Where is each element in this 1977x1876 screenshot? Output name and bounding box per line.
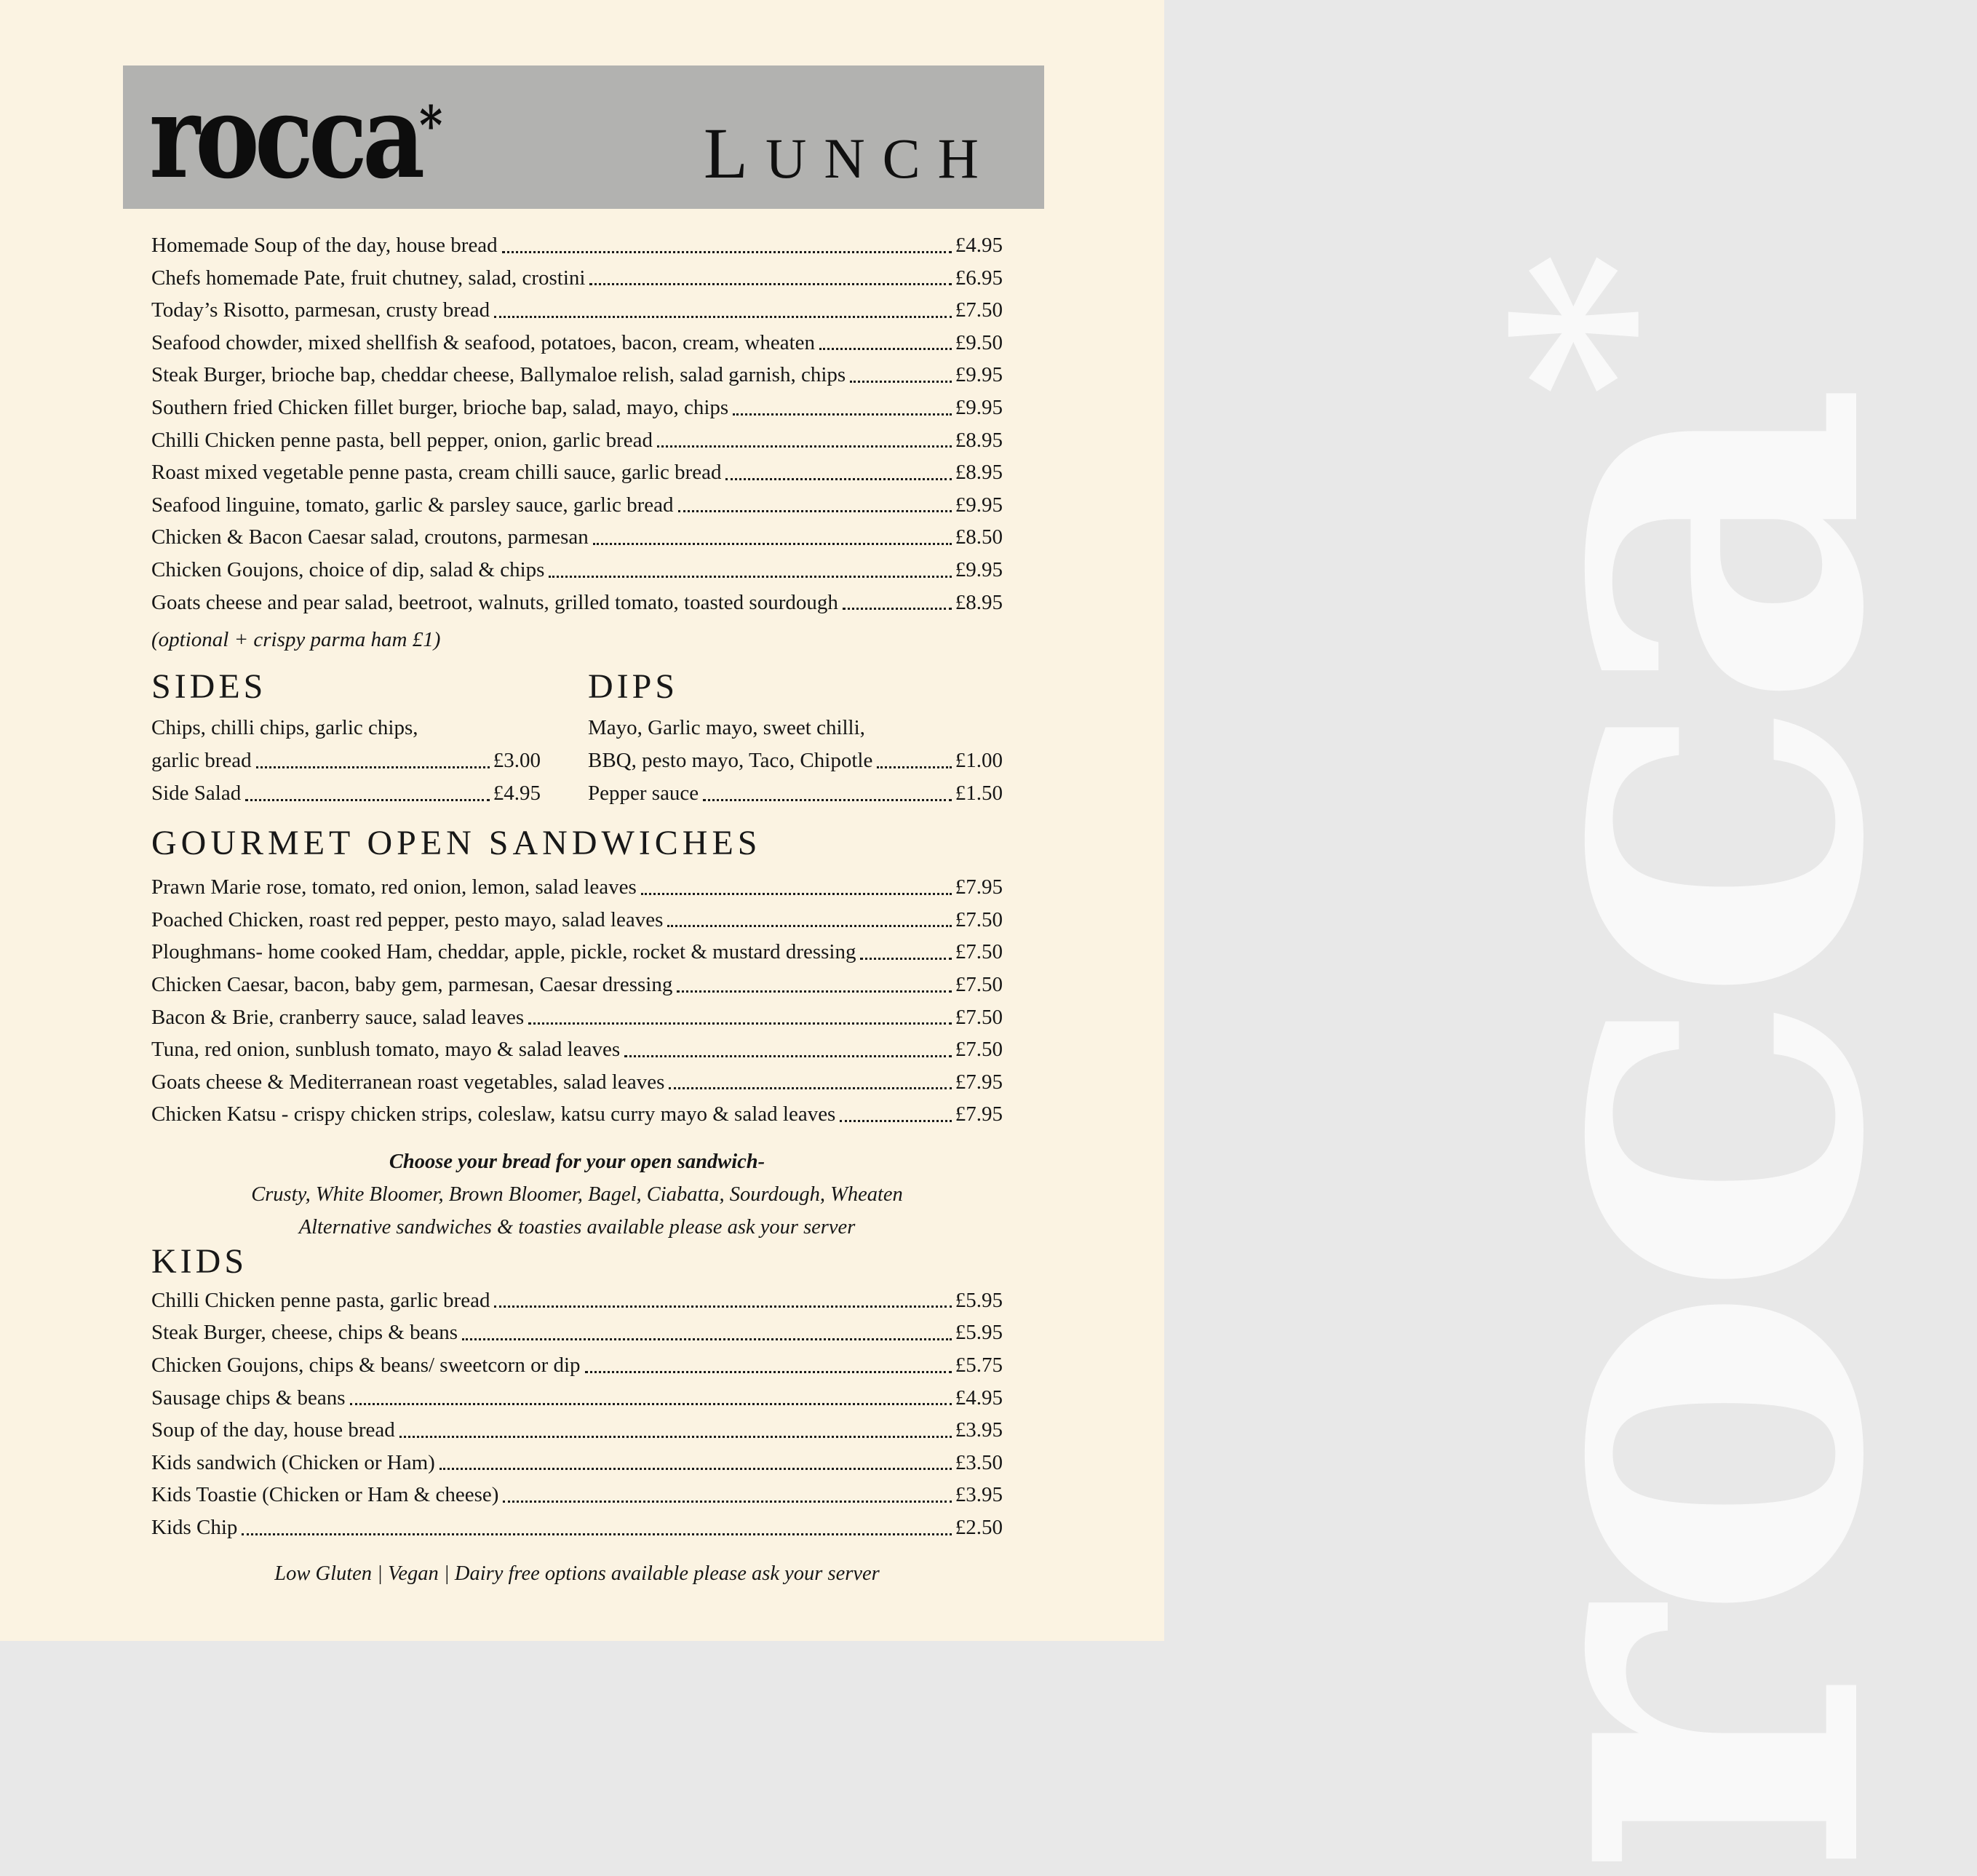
- kids-heading: KIDS: [151, 1241, 248, 1281]
- dotted-leader: [624, 1055, 952, 1057]
- item-name: Kids Toastie (Chicken or Ham & cheese): [151, 1483, 499, 1507]
- item-name: garlic bread: [151, 749, 252, 773]
- menu-item-row: [151, 1479, 1003, 1511]
- dotted-leader: [703, 799, 952, 801]
- item-name: Southern fried Chicken fillet burger, brioche bap, salad, mayo, chips: [151, 395, 729, 419]
- item-price: £4.95: [493, 782, 541, 806]
- item-name: Seafood linguine, tomato, garlic & parsley sauce, garlic bread: [151, 493, 674, 517]
- menu-item-row: [151, 1316, 1003, 1349]
- dotted-leader: [350, 1403, 952, 1405]
- item-name: Seafood chowder, mixed shellfish & seafood, potatoes, bacon, cream, wheaten: [151, 330, 816, 354]
- menu-item-row: [151, 229, 1003, 262]
- item-name: Chilli Chicken penne pasta, bell pepper, onion, garlic bread: [151, 428, 653, 452]
- sides-heading: SIDES: [151, 667, 267, 707]
- item-price: £8.95: [955, 461, 1003, 485]
- menu-item-row: [151, 359, 1003, 392]
- item-name: Sausage chips & beans: [151, 1386, 346, 1410]
- logo-asterisk-icon: *: [419, 95, 443, 157]
- alternative-sandwiches-note: Alternative sandwiches & toasties available please ask your server: [298, 1215, 856, 1239]
- menu-item-row: [151, 744, 541, 777]
- sandwiches-heading: GOURMET OPEN SANDWICHES: [151, 824, 762, 863]
- dotted-leader: [503, 1501, 951, 1503]
- item-price: £9.95: [955, 557, 1003, 581]
- item-name: Prawn Marie rose, tomato, red onion, lemon, salad leaves: [151, 875, 637, 899]
- item-name: Pepper sauce: [588, 782, 699, 806]
- item-name: Mayo, Garlic mayo, sweet chilli,: [588, 716, 865, 740]
- dietary-options-footer: Low Gluten | Vegan | Dairy free options available please ask your server: [274, 1562, 880, 1585]
- dotted-leader: [585, 1371, 952, 1373]
- menu-item-row: [151, 424, 1003, 457]
- rocca-logo: [149, 70, 443, 204]
- item-price: £1.00: [955, 749, 1003, 773]
- menu-item-row: [151, 904, 1003, 937]
- dips-intro-row: [588, 712, 1003, 744]
- menu-item-row: [151, 1447, 1003, 1479]
- dotted-leader: [840, 1120, 951, 1122]
- dips-heading: DIPS: [588, 667, 679, 707]
- item-price: £7.50: [955, 940, 1003, 964]
- dotted-leader: [589, 283, 951, 285]
- menu-item-row: [151, 1098, 1003, 1131]
- menu-item-row: [151, 1001, 1003, 1034]
- item-price: £8.50: [955, 525, 1003, 549]
- item-name: Soup of the day, house bread: [151, 1418, 395, 1442]
- item-price: £7.50: [955, 972, 1003, 996]
- kids-section: [151, 1241, 1003, 1544]
- dotted-leader: [245, 799, 490, 801]
- dotted-leader: [494, 316, 952, 318]
- menu-item-row: [151, 392, 1003, 424]
- item-name: Chilli Chicken penne pasta, garlic bread: [151, 1288, 490, 1312]
- menu-title: LUNCH: [703, 113, 996, 194]
- dotted-leader: [528, 1022, 952, 1025]
- menu-item-row: [151, 456, 1003, 489]
- item-price: £7.95: [955, 875, 1003, 899]
- dotted-leader: [725, 478, 951, 480]
- dotted-leader: [439, 1468, 952, 1470]
- menu-item-row: [151, 1382, 1003, 1415]
- dotted-leader: [549, 576, 951, 578]
- item-price: £3.00: [493, 749, 541, 773]
- item-price: £3.95: [955, 1483, 1003, 1507]
- dotted-leader: [733, 413, 952, 416]
- item-price: £9.95: [955, 395, 1003, 419]
- item-name: Roast mixed vegetable penne pasta, cream chilli sauce, garlic bread: [151, 461, 722, 485]
- sides-column: [151, 668, 541, 810]
- dotted-leader: [877, 766, 951, 768]
- dotted-leader: [860, 958, 951, 960]
- item-name: BBQ, pesto mayo, Taco, Chipotle: [588, 749, 873, 773]
- menu-content: [151, 229, 1003, 1591]
- dotted-leader: [462, 1338, 952, 1340]
- sides-dips-section: [151, 668, 1003, 810]
- item-price: £5.95: [955, 1288, 1003, 1312]
- main-items-section: [151, 229, 1003, 655]
- dotted-leader: [678, 510, 952, 512]
- item-price: £5.75: [955, 1354, 1003, 1378]
- dotted-leader: [657, 445, 952, 448]
- item-name: Chicken & Bacon Caesar salad, croutons, parmesan: [151, 525, 589, 549]
- dotted-leader: [677, 990, 951, 993]
- item-name: Poached Chicken, roast red pepper, pesto mayo, salad leaves: [151, 907, 664, 931]
- item-name: Goats cheese & Mediterranean roast vegetables, salad leaves: [151, 1070, 665, 1094]
- menu-item-row: [151, 262, 1003, 295]
- item-price: £4.95: [955, 1386, 1003, 1410]
- menu-item-row: [151, 489, 1003, 522]
- item-name: Bacon & Brie, cranberry sauce, salad leaves: [151, 1005, 525, 1029]
- item-price: £3.50: [955, 1450, 1003, 1474]
- menu-item-row: [588, 744, 1003, 777]
- menu-item-row: [151, 294, 1003, 327]
- item-name: Chicken Goujons, choice of dip, salad & chips: [151, 557, 545, 581]
- watermark-text: rocca: [1379, 397, 1977, 1876]
- menu-item-row: [151, 521, 1003, 554]
- menu-item-row: [151, 969, 1003, 1001]
- item-name: Chips, chilli chips, garlic chips,: [151, 716, 418, 740]
- item-name: Kids Chip: [151, 1516, 238, 1540]
- dotted-leader: [399, 1436, 952, 1438]
- dotted-leader: [256, 766, 490, 768]
- item-name: Chefs homemade Pate, fruit chutney, salad, crostini: [151, 266, 586, 290]
- header-band: [123, 65, 1044, 209]
- item-price: £3.95: [955, 1418, 1003, 1442]
- menu-item-row: [151, 871, 1003, 904]
- menu-item-row: [151, 1511, 1003, 1544]
- menu-item-row: [151, 777, 541, 810]
- menu-item-row: [588, 777, 1003, 810]
- item-price: £8.95: [955, 590, 1003, 614]
- dotted-leader: [494, 1305, 951, 1308]
- dotted-leader: [669, 1087, 951, 1089]
- item-price: £9.95: [955, 363, 1003, 387]
- item-name: Steak Burger, cheese, chips & beans: [151, 1321, 458, 1345]
- item-price: £7.50: [955, 1005, 1003, 1029]
- menu-item-row: [151, 327, 1003, 359]
- optional-parma-ham-note: (optional + crispy parma ham £1): [151, 628, 441, 652]
- logo-text: rocca: [149, 70, 421, 204]
- item-price: £5.95: [955, 1321, 1003, 1345]
- item-price: £2.50: [955, 1516, 1003, 1540]
- dotted-leader: [242, 1533, 951, 1535]
- watermark-asterisk-icon: *: [1452, 251, 1783, 398]
- item-price: £4.95: [955, 234, 1003, 257]
- item-price: £7.50: [955, 907, 1003, 931]
- item-price: £8.95: [955, 428, 1003, 452]
- item-price: £1.50: [955, 782, 1003, 806]
- menu-item-row: [151, 554, 1003, 587]
- item-name: Homemade Soup of the day, house bread: [151, 234, 498, 257]
- dotted-leader: [641, 893, 952, 895]
- menu-item-row: [151, 1033, 1003, 1066]
- dotted-leader: [850, 381, 952, 383]
- bread-choice-note: [151, 1145, 1003, 1244]
- dotted-leader: [843, 608, 952, 610]
- menu-item-row: [151, 1066, 1003, 1099]
- dotted-leader: [593, 543, 952, 545]
- item-price: £9.95: [955, 493, 1003, 517]
- dotted-leader: [819, 348, 952, 350]
- menu-item-row: [151, 587, 1003, 619]
- bread-choice-title: Choose your bread for your open sandwich-: [389, 1150, 765, 1173]
- item-name: Chicken Caesar, bacon, baby gem, parmesan, Caesar dressing: [151, 972, 673, 996]
- item-name: Kids sandwich (Chicken or Ham): [151, 1450, 435, 1474]
- menu-item-row: [151, 936, 1003, 969]
- item-price: £7.95: [955, 1070, 1003, 1094]
- item-name: Today’s Risotto, parmesan, crusty bread: [151, 298, 490, 322]
- item-name: Chicken Katsu - crispy chicken strips, coleslaw, katsu curry mayo & salad leaves: [151, 1102, 836, 1126]
- menu-item-row: [151, 1414, 1003, 1447]
- menu-item-row: [151, 1284, 1003, 1317]
- item-name: Chicken Goujons, chips & beans/ sweetcorn or dip: [151, 1354, 581, 1378]
- dotted-leader: [667, 925, 951, 927]
- dotted-leader: [502, 251, 952, 253]
- item-name: Tuna, red onion, sunblush tomato, mayo & salad leaves: [151, 1038, 621, 1062]
- item-price: £9.50: [955, 330, 1003, 354]
- item-price: £7.50: [955, 298, 1003, 322]
- item-price: £6.95: [955, 266, 1003, 290]
- item-name: Ploughmans- home cooked Ham, cheddar, apple, pickle, rocket & mustard dressing: [151, 940, 856, 964]
- item-name: Steak Burger, brioche bap, cheddar cheese, Ballymaloe relish, salad garnish, chips: [151, 363, 846, 387]
- sides-intro-row: [151, 712, 541, 744]
- sandwiches-section: [151, 822, 1003, 1244]
- rocca-watermark: [1379, 251, 1977, 1876]
- menu-item-row: [151, 1349, 1003, 1382]
- item-name: Side Salad: [151, 782, 242, 806]
- dips-column: [588, 668, 1003, 810]
- item-name: Goats cheese and pear salad, beetroot, walnuts, grilled tomato, toasted sourdough: [151, 590, 838, 614]
- bread-options: Crusty, White Bloomer, Brown Bloomer, Bagel, Ciabatta, Sourdough, Wheaten: [251, 1183, 903, 1206]
- item-price: £7.50: [955, 1038, 1003, 1062]
- item-price: £7.95: [955, 1102, 1003, 1126]
